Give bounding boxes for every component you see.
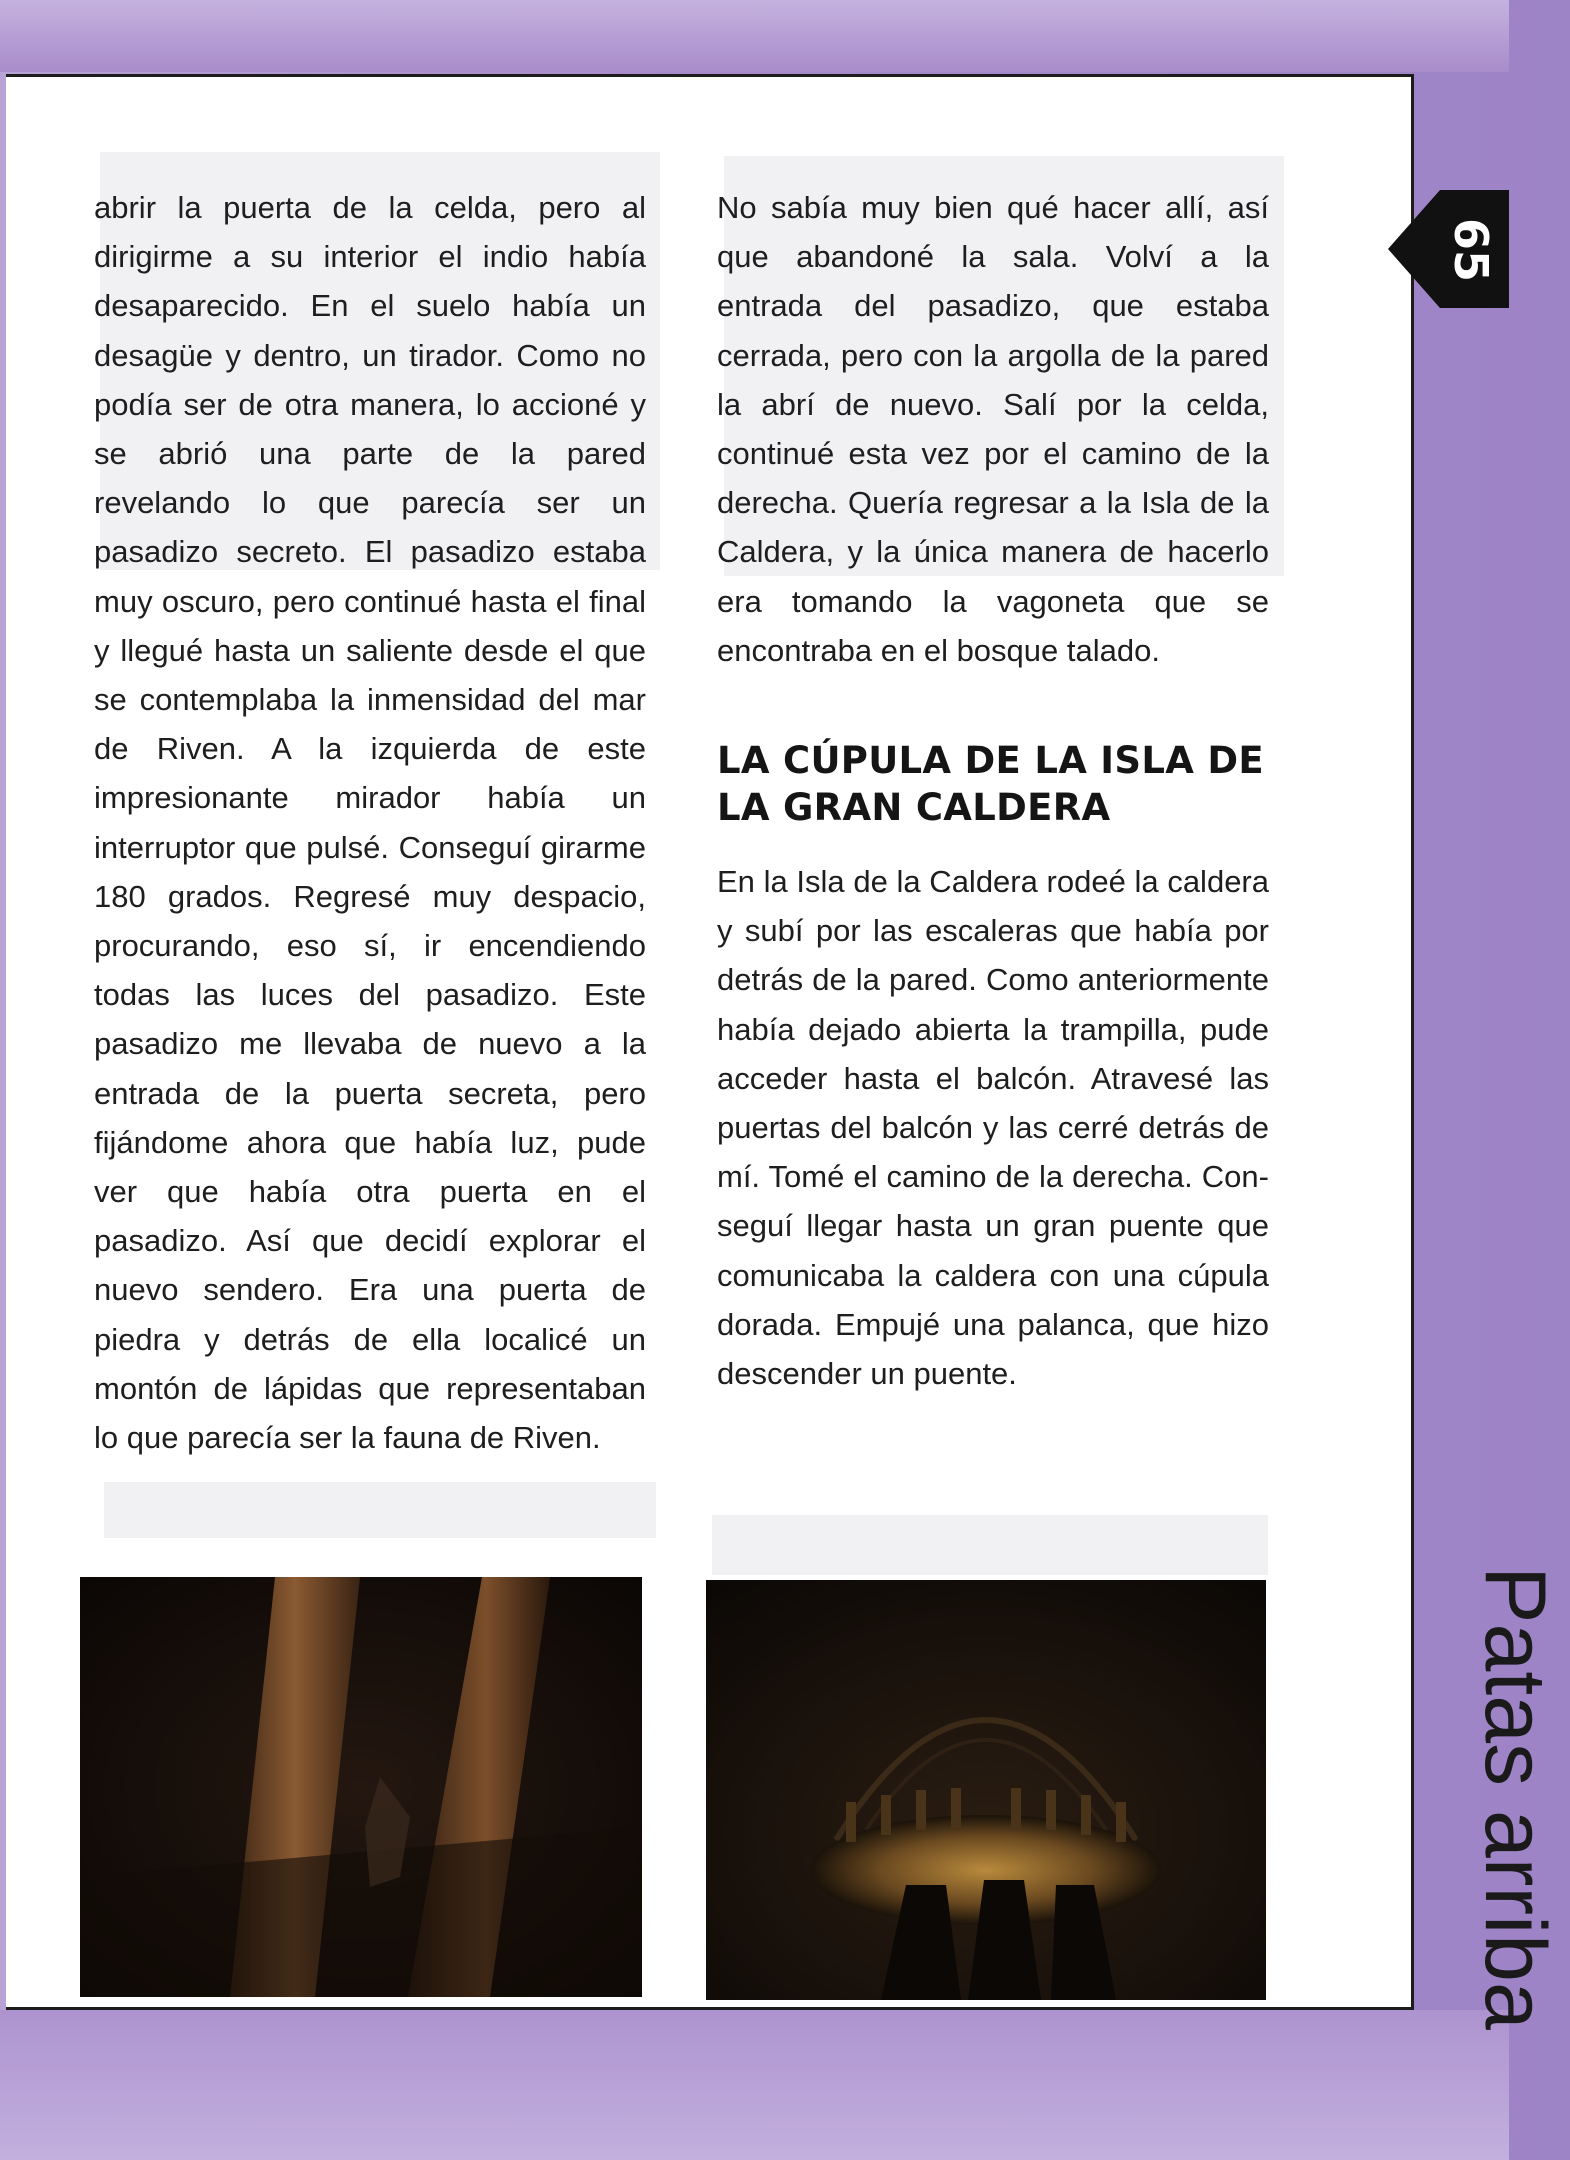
- right-column: [717, 183, 1269, 1398]
- right-column-body-text: En la Isla de la Caldera rodeé la caldera y subí por las escaleras que había por detrás de la pared. Como anteriormente había dejado abierta la trampilla, pude acceder hasta el balcón. Atravesé las puertas del balcón y las cerré detrás de mí. Tomé el camino de la derecha. Conseguí llegar hasta un gran puente que comunicaba la caldera con una cúpula dorada. Empujé una palanca, que hizo descender un puente.: [717, 864, 1269, 1392]
- photo-icon: [80, 1577, 642, 1997]
- photo-icon: [706, 1580, 1266, 2000]
- page-number: 65: [1444, 218, 1498, 283]
- screenshot-dark-passage: [80, 1577, 642, 1997]
- left-column-text: abrir la puerta de la celda, pero al dirigirme a su interior el indio había desaparecido. En el suelo había un desagüe y dentro, un tirador. Como no podía ser de otra manera, lo accioné y se abrió una parte de la pared revelando lo que parecía ser un pasadizo secreto. El pasadizo estaba muy oscuro, pero continué hasta el final y llegué hasta un saliente desde el que se contemplaba la inmensidad del mar de Riven. A la izquierda de este impresionante mirador había un interruptor que pulsé. Conseguí girarme 180 grados. Regresé muy despacio, procurando, eso sí, ir encendiendo todas las luces del pasadizo. Este pasadizo me llevaba de nuevo a la entrada de la puerta secreta, pero fijándome ahora que había luz, pude ver que había otra puerta en el pasadizo. Así que decidí explorar el nuevo sendero. Era una puerta de piedra y detrás de ella localicé un montón de lápidas que representaban lo que parecía ser la fauna de Riven.: [94, 190, 646, 1456]
- top-border: [0, 0, 1509, 72]
- bottom-border: [0, 2010, 1509, 2160]
- right-column-intro-text: No sabía muy bien qué hacer allí, así que abandoné la sala. Volví a la entrada del pasadizo, que estaba cerrada, pero con la argolla de la pared la abrí de nuevo. Salí por la celda, continué esta vez por el camino de la derecha. Quería regresar a la Isla de la Caldera, y la única manera de hacerlo era tomando la vagoneta que se encontraba en el bosque talado.: [717, 190, 1269, 668]
- left-column-shade-bottom: [104, 1482, 656, 1538]
- right-column-shade-bottom: [712, 1515, 1268, 1575]
- section-title-vertical: Patas arriba: [1467, 1566, 1563, 2030]
- screenshot-golden-dome: [706, 1580, 1266, 2000]
- section-heading: LA CÚPULA DE LA ISLA DE LA GRAN CALDERA: [717, 739, 1264, 830]
- left-column: [94, 183, 646, 1462]
